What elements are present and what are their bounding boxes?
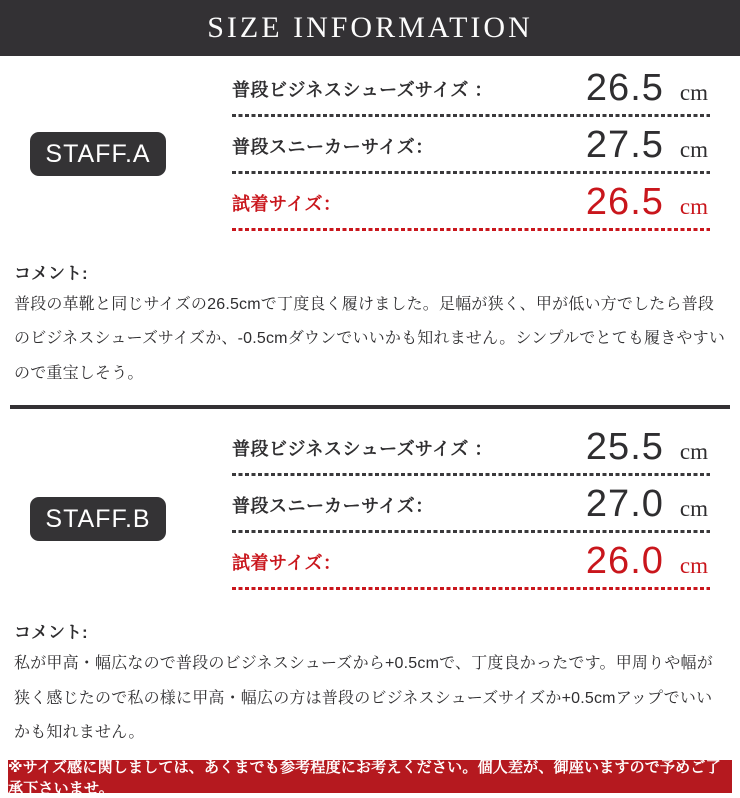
comment-label: コメント: <box>14 264 88 283</box>
staff-a-badge <box>30 132 166 176</box>
size-value-unit: cm <box>679 137 708 162</box>
disclaimer-text: ※サイズ感に関しましては、あくまでも参考程度にお考えください。個人差が、御座いますので予めご了承下さいませ。 <box>8 758 721 797</box>
size-row-label: 試着サイズ： <box>232 552 342 573</box>
size-value-number: 26.0 <box>585 540 664 583</box>
staff-a-size-table <box>232 60 710 231</box>
size-row-value <box>586 67 710 110</box>
staff-b-badge-label: STAFF.B <box>45 504 151 533</box>
size-row-label: 普段スニーカーサイズ： <box>232 136 434 157</box>
size-row-tried <box>232 174 710 231</box>
size-row-tried <box>232 533 710 590</box>
comment-label: コメント: <box>14 623 88 643</box>
staff-b-badge <box>30 497 166 541</box>
size-row-value <box>586 483 710 526</box>
size-value-unit: cm <box>679 194 708 219</box>
size-value-unit: cm <box>679 439 708 465</box>
comment-body: 普段の革靴と同じサイズの26.5cmで丁度良く履けました。足幅が狭く、甲が低い方でしたら普段のビジネスシューズサイズか、-0.5cmダウンでいいかも知れません。シンプルでとても履きやすいので重宝しそう。 <box>14 296 726 382</box>
size-row-sneaker <box>232 117 710 174</box>
staff-b-comment <box>14 618 726 750</box>
header-bar <box>0 0 740 56</box>
size-row-label: 普段スニーカーサイズ： <box>232 495 434 516</box>
size-value-number: 26.5 <box>585 67 664 109</box>
size-value-number: 27.0 <box>585 483 664 526</box>
staff-a-badge-label: STAFF.A <box>45 139 151 168</box>
size-value-unit: cm <box>679 553 708 579</box>
comment-body: 私が甲高・幅広なので普段のビジネスシューズから+0.5cmで、丁度良かったです。甲周りや幅が狭く感じたので私の様に甲高・幅広の方は普段のビジネスシューズサイズか+0.5cmアップでいいかも知れません。 <box>14 655 713 741</box>
size-row-label: 普段ビジネスシューズサイズ ： <box>232 438 493 459</box>
staff-a-comment <box>14 259 726 391</box>
size-row-value <box>586 426 710 469</box>
size-row-business <box>232 60 710 117</box>
page-title: SIZE INFORMATION <box>207 11 533 44</box>
size-value-unit: cm <box>679 80 708 105</box>
size-value-number: 26.5 <box>585 181 664 223</box>
size-value-number: 27.5 <box>585 124 664 166</box>
staff-b-size-table <box>232 419 710 590</box>
size-row-label: 試着サイズ： <box>232 193 342 214</box>
staff-b-section <box>0 409 740 590</box>
size-row-value <box>586 181 710 224</box>
size-value-unit: cm <box>679 496 708 522</box>
size-row-value <box>586 540 710 583</box>
size-row-value <box>586 124 710 167</box>
staff-a-section <box>0 56 740 231</box>
size-row-sneaker <box>232 476 710 533</box>
disclaimer-banner <box>8 758 732 797</box>
size-value-number: 25.5 <box>585 426 664 469</box>
size-row-business <box>232 419 710 476</box>
size-row-label: 普段ビジネスシューズサイズ ： <box>232 79 493 100</box>
